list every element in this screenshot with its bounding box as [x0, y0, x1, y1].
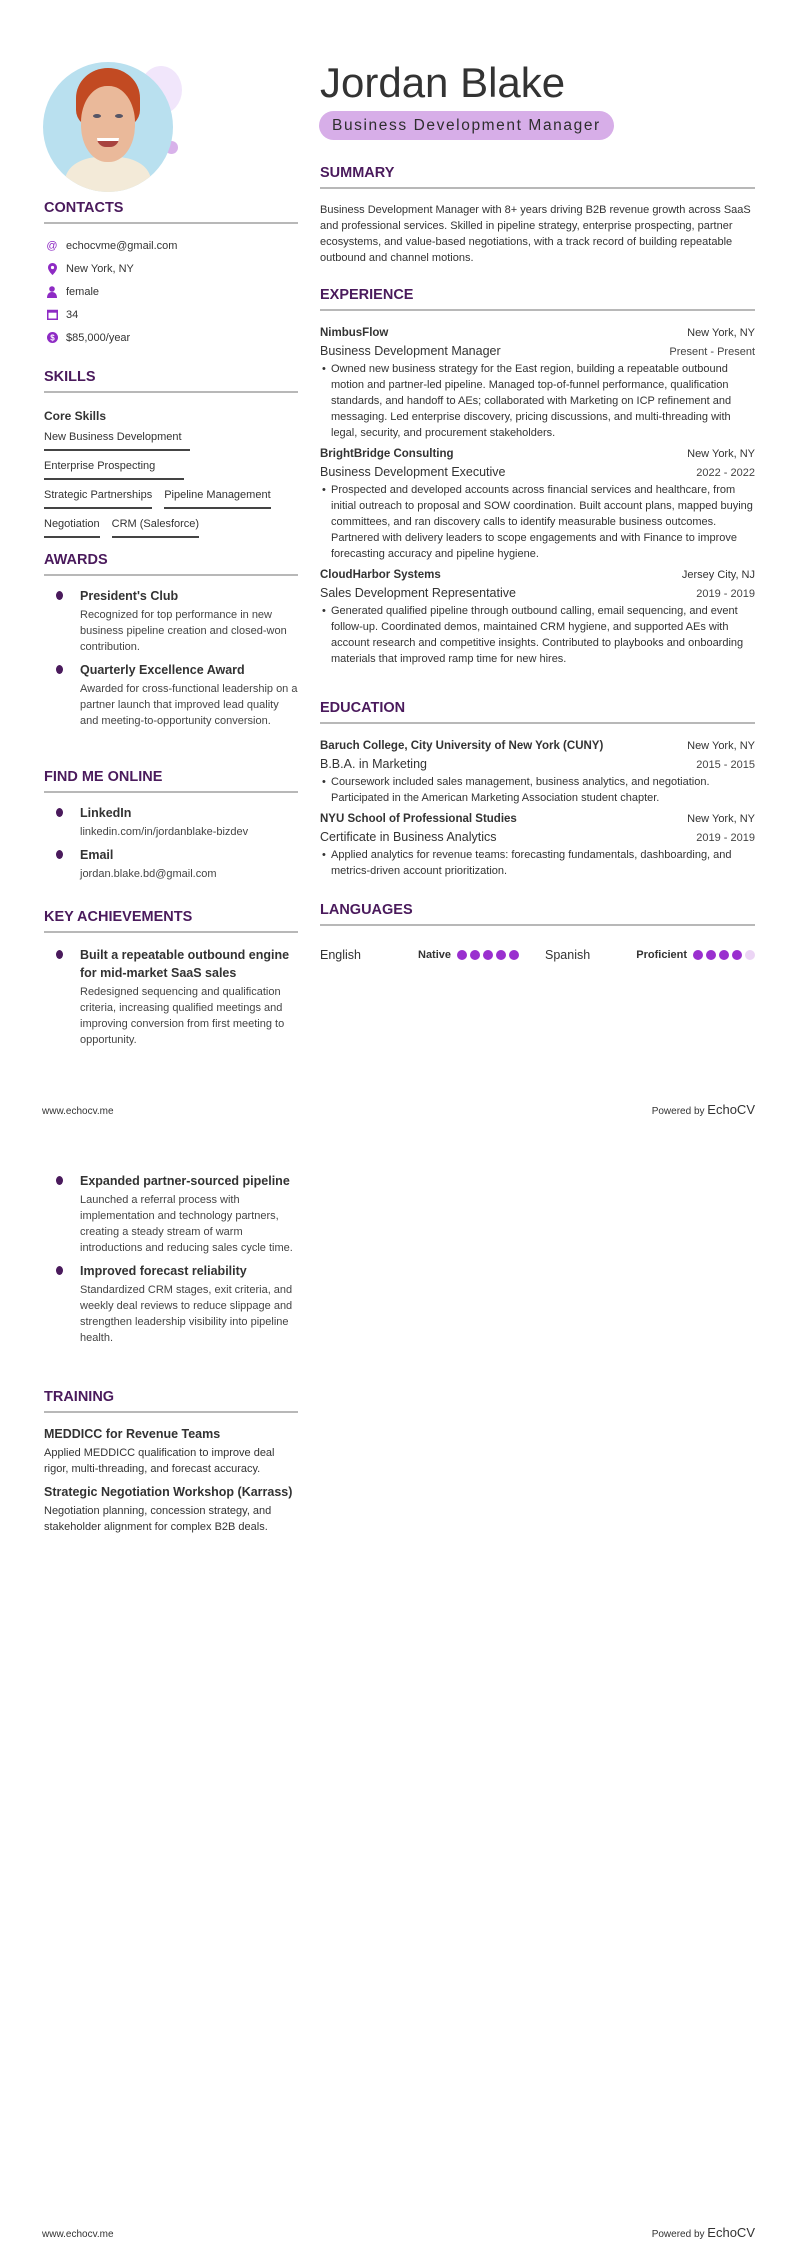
education-dates: 2019 - 2019 [696, 832, 755, 844]
online-item-linkedin [44, 804, 298, 840]
bullet-dot-icon [56, 1266, 63, 1275]
experience-item: BrightBridge Consulting New York, NY Business Development Executive 2022 - 2022 • Prospected and developed accounts across financial services and healthcare, from initial outreach to proposal and SOW coordination. Built account plans, mapped buying committees, and ran discovery calls to identify measurable business outcomes. Partnered with delivery leaders to scope engagements and with Finance to improve forecasting accuracy and pipeline hygiene. [320, 445, 755, 562]
summary-section [320, 164, 755, 266]
achievement-item [44, 1172, 298, 1256]
contact-age [44, 303, 298, 326]
resume-page-2 [0, 1123, 794, 2246]
brand-logo-text: EchoCV [707, 1102, 755, 1117]
online-section [44, 768, 298, 888]
section-heading: CONTACTS [44, 199, 298, 224]
training-title: MEDDICC for Revenue Teams [44, 1427, 221, 1441]
achievements-continued [44, 1172, 298, 1352]
brand-logo-text: EchoCV [707, 2225, 755, 2240]
job-bullet: Owned new business strategy for the East region, building a repeatable outbound motion and partner-led pipeline. Managed top-of-funnel performance, qualification standards, and handoff to AEs; collaborated with Marketing on ICP refinement and messaging. Led enterprise discovery, pricing discussions, and multi-threading with legal, security, and procurement stakeholders. [331, 363, 732, 439]
contact-text: New York, NY [66, 262, 134, 275]
experience-item: CloudHarbor Systems Jersey City, NJ Sales Development Representative 2019 - 2019 • Generated qualified pipeline through outbound calling, email sequencing, and event follow-up. Coordinated demos, maintained CRM hygiene, and supported AEs with account research and competitive insights. Contributed to playbooks and onboarding materials that improved ramp time for new hires. [320, 566, 755, 667]
achievement-item [44, 946, 298, 1048]
bullet-dot-icon [56, 665, 63, 674]
language-item [545, 948, 755, 962]
rating-dot-filled [509, 950, 519, 960]
rating-dot-filled [719, 950, 729, 960]
footer-powered [652, 1102, 755, 1117]
education-section [320, 699, 755, 883]
achievement-description: Redesigned sequencing and qualification criteria, increasing qualified meetings and improving conversion from first meeting to opportunity. [80, 986, 285, 1046]
language-name: Spanish [545, 948, 591, 962]
contact-text: female [66, 285, 100, 298]
training-title: Strategic Negotiation Workshop (Karrass) [44, 1485, 293, 1499]
email-link[interactable]: jordan.blake.bd@gmail.com [80, 868, 217, 880]
candidate-name: Jordan Blake [320, 59, 566, 106]
skill-tag: CRM (Salesforce) [112, 513, 199, 538]
online-label: Email [80, 848, 114, 862]
achievement-title: Expanded partner-sourced pipeline [80, 1174, 290, 1188]
skill-tag: New Business Development [44, 426, 190, 451]
section-heading: TRAINING [44, 1388, 298, 1413]
contact-text: 34 [66, 308, 79, 321]
rating-dot-filled [693, 950, 703, 960]
degree: B.B.A. in Marketing [320, 757, 427, 771]
training-description: Negotiation planning, concession strategy, and stakeholder alignment for complex B2B deals. [44, 1505, 272, 1533]
contact-text: $85,000/year [66, 331, 131, 344]
dollar-coin-icon [46, 332, 58, 344]
achievements-section [44, 908, 298, 1054]
contact-location [44, 257, 298, 280]
training-section [44, 1388, 298, 1535]
language-name: English [320, 948, 361, 962]
job-location: New York, NY [687, 448, 755, 460]
award-description: Awarded for cross-functional leadership on a partner launch that improved lead quality and meeting-to-opportunity conversion. [80, 683, 298, 727]
section-heading: EDUCATION [320, 699, 755, 724]
skill-tag: Negotiation [44, 513, 100, 538]
rating-dot-filled [706, 950, 716, 960]
skill-tag: Strategic Partnerships [44, 484, 152, 509]
skill-tag: Enterprise Prospecting [44, 455, 184, 480]
contact-email [44, 234, 298, 257]
section-heading: FIND ME ONLINE [44, 768, 298, 793]
language-rating [693, 950, 755, 960]
school-name: NYU School of Professional Studies [320, 813, 517, 825]
contact-salary [44, 326, 298, 349]
rating-dot-empty [745, 950, 755, 960]
job-dates: 2022 - 2022 [696, 467, 755, 479]
experience-item: NimbusFlow New York, NY Business Development Manager Present - Present • Owned new business strategy for the East region, building a repeatable outbound motion and partner-led pipeline. Managed top-of-funnel performance, qualification standards, and handoff to AEs; collaborated with Marketing on ICP refinement and messaging. Led enterprise discovery, pricing discussions, and multi-threading with legal, security, and procurement stakeholders. [320, 324, 755, 441]
language-item [320, 948, 545, 962]
section-heading: AWARDS [44, 551, 298, 576]
footer-powered [652, 2225, 755, 2240]
bullet-dot-icon [56, 950, 63, 959]
powered-by-text: Powered by [651, 1106, 705, 1117]
language-level: Proficient [636, 949, 687, 961]
online-item-email [44, 846, 298, 882]
award-title: President's Club [80, 589, 179, 603]
company-name: NimbusFlow [320, 327, 389, 339]
education-bullet: Applied analytics for revenue teams: forecasting fundamentals, dashboarding, and metrics-driven account prioritization. [331, 849, 732, 877]
award-title: Quarterly Excellence Award [80, 663, 245, 677]
section-heading: EXPERIENCE [320, 286, 755, 311]
contact-text: echocvme@gmail.com [66, 239, 178, 252]
achievement-description: Standardized CRM stages, exit criteria, and weekly deal reviews to reduce slippage and strengthen leadership visibility into pipeline health. [80, 1284, 293, 1344]
rating-dot-filled [483, 950, 493, 960]
job-title-badge: Business Development Manager [319, 111, 614, 140]
training-item [44, 1425, 298, 1477]
achievement-title: Improved forecast reliability [80, 1264, 247, 1278]
job-role: Business Development Executive [320, 465, 506, 479]
bullet-dot-icon [56, 850, 63, 859]
achievement-item [44, 1262, 298, 1346]
achievement-description: Launched a referral process with implementation and technology partners, creating a steady stream of warm introductions and reducing sales cycle time. [80, 1194, 293, 1254]
bullet-dot-icon [56, 1176, 63, 1185]
school-name: Baruch College, City University of New York (CUNY) [320, 740, 604, 752]
job-location: Jersey City, NJ [681, 569, 755, 581]
online-label: LinkedIn [80, 806, 132, 820]
section-heading: KEY ACHIEVEMENTS [44, 908, 298, 933]
rating-dot-filled [470, 950, 480, 960]
location-pin-icon [46, 263, 58, 275]
at-icon: @ [46, 239, 58, 252]
company-name: BrightBridge Consulting [320, 448, 454, 460]
job-bullet: Prospected and developed accounts across financial services and healthcare, from initial outreach to proposal and SOW coordination. Built account plans, mapped buying committees, and ran discovery calls to identify measurable business outcomes. Partnered with delivery leaders to scope engagements and with Finance to improve forecasting accuracy and pipeline hygiene. [331, 484, 753, 560]
language-rating [457, 950, 519, 960]
bullet-dot-icon [56, 591, 63, 600]
rating-dot-filled [732, 950, 742, 960]
achievement-title: Built a repeatable outbound engine for mid-market SaaS sales [80, 948, 290, 980]
school-location: New York, NY [687, 813, 755, 825]
contacts-section [44, 199, 298, 349]
awards-section [44, 551, 298, 735]
bullet-dot-icon [56, 808, 63, 817]
award-item [44, 661, 298, 729]
language-level: Native [418, 949, 452, 961]
skills-section [44, 368, 298, 542]
contact-gender [44, 280, 298, 303]
job-bullet: Generated qualified pipeline through outbound calling, email sequencing, and event follow-up. Coordinated demos, maintained CRM hygiene, and supported AEs with account research and competitive insights. Contributed to playbooks and onboarding materials that improved ramp time for new hires. [331, 605, 744, 665]
section-heading: SKILLS [44, 368, 298, 393]
job-dates: 2019 - 2019 [696, 588, 755, 600]
footer-site[interactable]: www.echocv.me [42, 2229, 114, 2240]
education-item: NYU School of Professional Studies New York, NY Certificate in Business Analytics 2019 - 2019 • Applied analytics for revenue teams: forecasting fundamentals, dashboarding, and metrics-driven account prioritization. [320, 810, 755, 879]
award-item [44, 587, 298, 655]
footer-site[interactable]: www.echocv.me [42, 1106, 114, 1117]
languages-section [320, 901, 755, 962]
rating-dot-filled [457, 950, 467, 960]
training-description: Applied MEDDICC qualification to improve deal rigor, multi-threading, and forecast accuracy. [44, 1447, 275, 1475]
education-item: Baruch College, City University of New York (CUNY) New York, NY B.B.A. in Marketing 2015 - 2015 • Coursework included sales management, business analytics, and negotiation. Participated in the American Marketing Association student chapter. [320, 737, 755, 806]
job-role: Business Development Manager [320, 344, 501, 358]
company-name: CloudHarbor Systems [320, 569, 441, 581]
calendar-icon [46, 309, 58, 321]
rating-dot-filled [496, 950, 506, 960]
skill-tag: Pipeline Management [164, 484, 270, 509]
degree: Certificate in Business Analytics [320, 830, 497, 844]
education-bullet: Coursework included sales management, business analytics, and negotiation. Participated in the American Marketing Association student chapter. [331, 776, 710, 804]
experience-section [320, 286, 755, 671]
svg-text:$: $ [49, 333, 55, 343]
summary-text: Business Development Manager with 8+ years driving B2B revenue growth across SaaS and professional services. Skilled in pipeline strategy, enterprise prospecting, partner ecosystems, and value-based negotiations, with a track record of building repeatable outbound and channel motions. [320, 204, 751, 264]
training-item [44, 1483, 298, 1535]
job-role: Sales Development Representative [320, 586, 516, 600]
powered-by-text: Powered by [651, 2229, 705, 2240]
section-heading: SUMMARY [320, 164, 755, 189]
job-location: New York, NY [687, 327, 755, 339]
skill-group-title: Core Skills [44, 409, 107, 423]
profile-photo [43, 62, 173, 192]
section-heading: LANGUAGES [320, 901, 755, 926]
school-location: New York, NY [687, 740, 755, 752]
person-icon [46, 286, 58, 298]
education-dates: 2015 - 2015 [696, 759, 755, 771]
award-description: Recognized for top performance in new business pipeline creation and closed-won contribution. [80, 609, 287, 653]
linkedin-link[interactable]: linkedin.com/in/jordanblake-bizdev [80, 826, 249, 838]
job-dates: Present - Present [669, 346, 755, 358]
